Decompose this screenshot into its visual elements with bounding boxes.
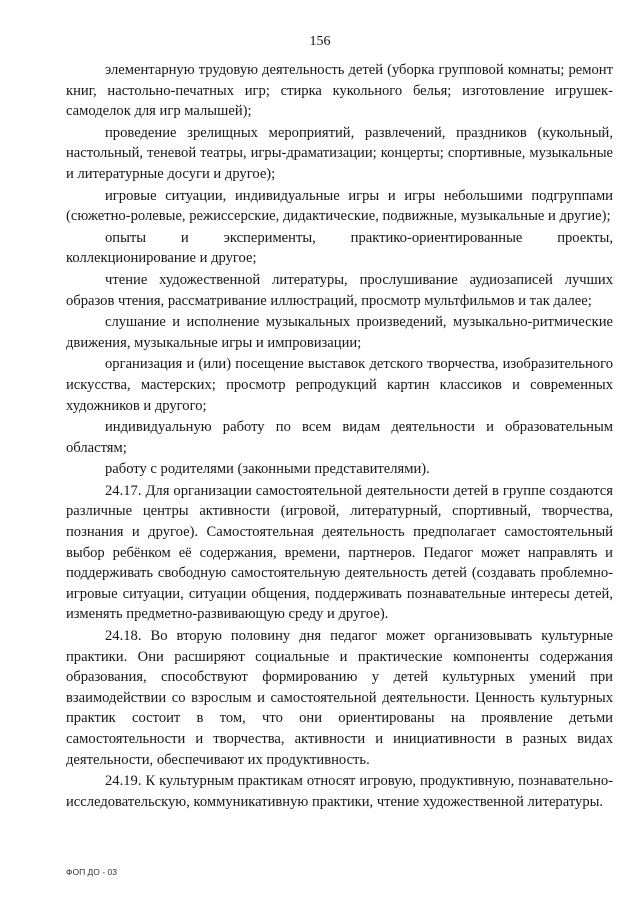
list-item-games: игровые ситуации, индивидуальные игры и игры небольшими подгруппами (сюжетно-ролевые, режиссерские, дидактические, подвижные, музыкальные и другие); — [66, 187, 613, 225]
paragraph-24-19: 24.19. К культурным практикам относят игровую, продуктивную, познавательно-исследовательскую, коммуникативную практики, чтение художественной литературы. — [66, 773, 613, 810]
list-item-parents: работу с родителями (законными представителями). — [105, 461, 430, 478]
document-body — [66, 60, 613, 812]
paragraph-24-17: 24.17. Для организации самостоятельной деятельности детей в группе создаются различные центры активности (игровой, литературный, спортивный, творчества, познания и другое). Самостоятельная деятельность предполагает самостоятельный выбор ребёнком её содержания, времени, партнеров. Педагог может направлять и поддерживать свободную самостоятельную деятельность детей (создавать проблемно-игровые ситуации, ситуации общения, поддерживать познавательные интересы детей, изменять предметно-развивающую среду и другое). — [66, 482, 613, 623]
list-item-reading: чтение художественной литературы, прослушивание аудиозаписей лучших образов чтения, рассматривание иллюстраций, просмотр мультфильмов и так далее; — [66, 271, 613, 309]
list-item-individual-work: индивидуальную работу по всем видам деятельности и образовательным областям; — [66, 419, 613, 456]
list-item-exhibitions: организация и (или) посещение выставок детского творчества, изобразительного искусства, мастерских; просмотр репродукций картин классиков и современных художников и другого; — [66, 356, 613, 414]
list-item-music: слушание и исполнение музыкальных произведений, музыкально-ритмические движения, музыкальные игры и импровизации; — [66, 314, 613, 351]
paragraph-24-18: 24.18. Во вторую половину дня педагог может организовывать культурные практики. Они расширяют социальные и практические компоненты содержания образования, способствуют формированию у детей культурных умений при взаимодействии со взрослым и самостоятельной деятельности. Ценность культурных практик состоит в том, что они ориентированы на проявление детьми самостоятельности и творчества, активности и инициативности в разных видах деятельности, обеспечивают их продуктивность. — [66, 628, 613, 768]
page-number: 156 — [309, 34, 331, 49]
list-item-labor: элементарную трудовую деятельность детей (уборка групповой комнаты; ремонт книг, настольно-печатных игр; стирка кукольного белья; изготовление игрушек-самоделок для игр малышей); — [66, 62, 613, 120]
footer-code: ФОП ДО - 03 — [66, 867, 117, 877]
list-item-experiments: опыты и эксперименты, практико-ориентированные проекты, коллекционирование и другое; — [66, 229, 613, 267]
list-item-entertainment: проведение зрелищных мероприятий, развлечений, праздников (кукольный, настольный, теневой театры, игры-драматизации; концерты; спортивные, музыкальные и литературные досуги и другое); — [66, 124, 613, 182]
